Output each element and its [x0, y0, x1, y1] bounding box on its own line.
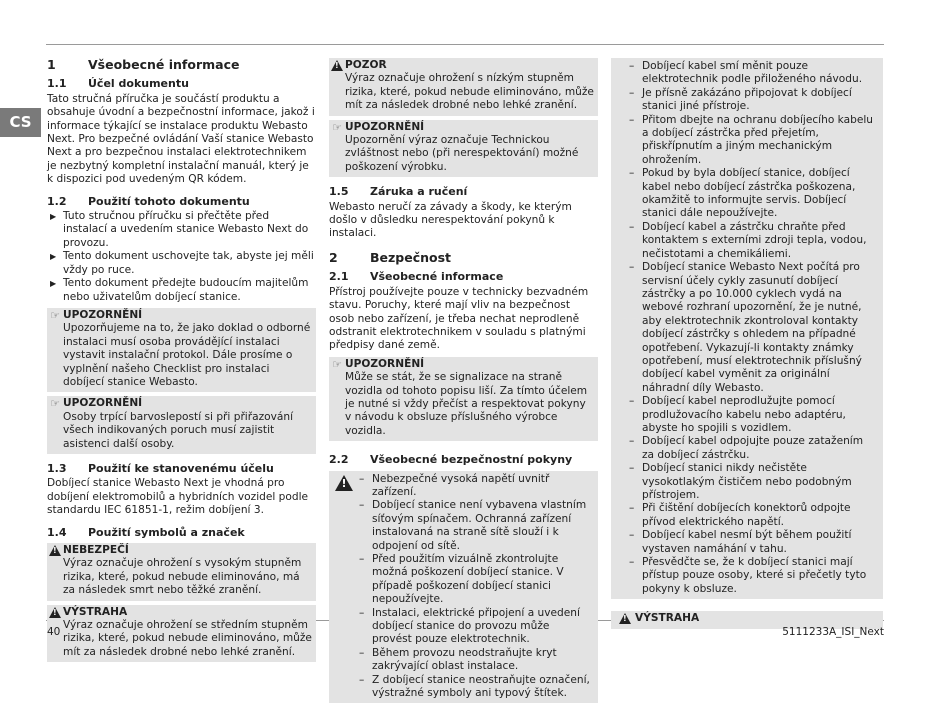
section-1-1-heading: 1.1 Účel dokumentu	[47, 77, 189, 91]
note-box: ☞ UPOZORNĚNÍ Může se stát, že se signalizace na straně vozidla od tohoto popisu liší. Za tímto účelem je nutné si vždy přečíst a respektovat pokyny v návodu k obsluze příslušného výrobce vozidla.	[329, 357, 598, 441]
warning-box: ! VÝSTRAHA	[611, 611, 883, 628]
danger-box: ! NEBEZPEČÍ Výraz označuje ohrožení s vysokým stupněm rizika, které, pokud nebude eliminováno, má za následek smrt nebo těžké zranění.	[47, 543, 316, 601]
note-icon: ☞	[332, 357, 342, 371]
usage-list	[47, 210, 316, 304]
section-1-4-heading: 1.4 Použití symbolů a značek	[47, 525, 245, 539]
note-box: ☞ UPOZORNĚNÍ Osoby trpící barvoslepostí si při přiřazování všech indikovaných poruch musí zajistit asistenci další osoby.	[47, 396, 316, 454]
top-rule	[46, 44, 884, 45]
list-item: ▶ Tento dokument předejte budoucím majitelům nebo uživatelům dobíjecí stanice.	[47, 277, 316, 304]
note-icon: ☞	[50, 397, 60, 411]
list-item: – Instalaci, elektrické připojení a uvedení dobíjecí stanice do provozu může provést pouze elektrotechnik.	[359, 607, 592, 647]
list-item: – Dobíjecí kabel a zástrčku chraňte před kontaktem s externími zdroji tepla, vodou, nečistotami a chemikáliemi.	[629, 221, 877, 261]
section-2-heading: 2 Bezpečnost	[329, 249, 452, 265]
safety-continued-box	[611, 58, 883, 599]
section-1-1-text: Tato stručná příručka je součástí produktu a obsahuje úvodní a bezpečnostní informace, jakož i informace týkající se instalace produktu Webasto Next. Pro bezpečné ovládání Vaší stanice Webasto Next a pro bezpečnou instalaci elektrotechnikem je nezbytný kompletní instalační manuál, který je k dispozici pod uvedeným QR kódem.	[47, 92, 315, 186]
safety-list-continued	[629, 60, 877, 596]
list-item: – Dobíjecí kabel nesmí být během použití vystaven namáhání v tahu.	[629, 529, 877, 556]
list-item: – Pokud by byla dobíjecí stanice, dobíjecí kabel nebo dobíjecí zástrčka poškozena, okamžitě to informujte servis. Dobíjecí stanici dále nepoužívejte.	[629, 167, 877, 221]
column-3	[611, 58, 883, 631]
list-item: – Dobíjecí kabel neprodlužujte pomocí prodlužovacího kabelu nebo adaptéru, abyste ho spojili s vozidlem.	[629, 395, 877, 435]
language-tab: CS	[0, 108, 41, 137]
list-item: – Dobíjecí stanici nikdy nečistěte vysokotlakým čističem nebo podobným přístrojem.	[629, 462, 877, 502]
page-number: 40	[47, 626, 61, 638]
document-id: 5111233A_ISI_Next	[782, 626, 884, 638]
list-item: – Dobíjecí kabel odpojujte pouze zatažením za dobíjecí zástrčku.	[629, 435, 877, 462]
warning-triangle-icon	[335, 475, 353, 491]
column-2	[329, 58, 598, 703]
section-1-5-heading: 1.5 Záruka a ručení	[329, 185, 468, 199]
section-2-1-text: Přístroj používejte pouze v technicky bezvadném stavu. Poruchy, které mají vliv na bezpečnost osob nebo zařízení, je třeba nechat neprodleně odstranit elektrotechnikem v souladu s platnými předpisy dané země.	[329, 285, 589, 352]
list-item: ▶ Tuto stručnou příručku si přečtěte před instalací a uvedením stanice Webasto Next do provozu.	[47, 210, 316, 250]
section-2-1-heading: 2.1 Všeobecné informace	[329, 270, 504, 284]
list-item: – Před použitím vizuálně zkontrolujte možná poškození dobíjecí stanice. V případě poškození dobíjecí stanici nepoužívejte.	[359, 553, 592, 607]
list-item: – Přitom dbejte na ochranu dobíjecího kabelu a dobíjecí zástrčka před přejetím, přiskřípnutím a jiným mechanickým ohrožením.	[629, 114, 877, 168]
section-1-heading: 1 Všeobecné informace	[47, 57, 240, 72]
list-item: – Přesvědčte se, že k dobíjecí stanici mají přístup pouze osoby, které si přečetly tyto pokyny k obsluze.	[629, 556, 877, 596]
section-1-3-heading: 1.3 Použití ke stanovenému účelu	[47, 461, 274, 475]
note-icon: ☞	[50, 308, 60, 322]
section-2-2-heading: 2.2 Všeobecné bezpečnostní pokyny	[329, 453, 573, 467]
list-item: – Dobíjecí stanice není vybavena vlastním síťovým spínačem. Ochranná zařízení instalovaná na straně sítě slouží i k odpojení od sítě.	[359, 499, 592, 553]
column-1	[47, 58, 316, 664]
list-item: – Během provozu neodstraňujte kryt zakrývající oblast instalace.	[359, 647, 592, 674]
list-item: – Dobíjecí stanice Webasto Next počítá pro servisní účely cykly zasunutí dobíjecí zástrčky a po 10.000 cyklech vydá na webové rozhraní upozornění, že je nutné, aby elektrotechnik zkontroloval kontakty dobíjecí zástrčky s ohledem na případné opotřebení. Vykazují-li kontakty známky opotřebení, musí elektrotechnik příslušný dobíjecí kabel vyměnit za originální náhradní díly Webasto.	[629, 261, 877, 395]
warning-triangle-icon	[331, 60, 343, 71]
warning-triangle-icon	[619, 613, 631, 624]
list-item: – Dobíjecí kabel smí měnit pouze elektrotechnik podle přiloženého návodu.	[629, 60, 877, 87]
safety-list	[359, 473, 592, 701]
list-item: – Nebezpečné vysoká napětí uvnitř zařízení.	[359, 473, 592, 500]
warning-triangle-icon	[49, 607, 61, 618]
note-box: ☞ UPOZORNĚNÍ Upozorňujeme na to, že jako doklad o odborné instalaci musí osoba provádějící instalaci vystavit instalační protokol. Dále prosíme o vyplnění našeho Checklist pro instalaci dobíjecí stanice Webasto.	[47, 308, 316, 392]
section-1-5-text: Webasto neručí za závady a škody, ke kterým došlo v důsledku nerespektování pokynů k instalaci.	[329, 200, 572, 240]
section-1-2-heading: 1.2 Použití tohoto dokumentu	[47, 194, 250, 208]
safety-instructions-box	[329, 471, 598, 703]
list-item: – Z dobíjecí stanice neostraňujte označení, výstražné symboly ani typový štítek.	[359, 674, 592, 701]
caution-box: ! POZOR Výraz označuje ohrožení s nízkým stupněm rizika, které, pokud nebude eliminováno, může mít za následek drobné nebo lehké zranění.	[329, 58, 598, 116]
list-item: – Je přísně zakázáno připojovat k dobíjecí stanici jiné přístroje.	[629, 87, 877, 114]
list-item: ▶ Tento dokument uschovejte tak, abyste jej měli vždy po ruce.	[47, 250, 316, 277]
note-icon: ☞	[332, 120, 342, 134]
list-item: – Při čištění dobíjecích konektorů odpojte přívod elektrického napětí.	[629, 502, 877, 529]
warning-box: ! VÝSTRAHA Výraz označuje ohrožení se středním stupněm rizika, které, pokud nebude eliminováno, může mít za následek drobné nebo lehké zranění.	[47, 605, 316, 663]
section-1-3-text: Dobíjecí stanice Webasto Next je vhodná pro dobíjení elektromobilů a hybridních vozidel podle standardu IEC 61851-1, režim dobíjení 3.	[47, 477, 309, 517]
note-box: ☞ UPOZORNĚNÍ Upozornění výraz označuje Technickou zvláštnost nebo (při nerespektování) možné poškození výrobku.	[329, 120, 598, 178]
warning-triangle-icon	[49, 545, 61, 556]
